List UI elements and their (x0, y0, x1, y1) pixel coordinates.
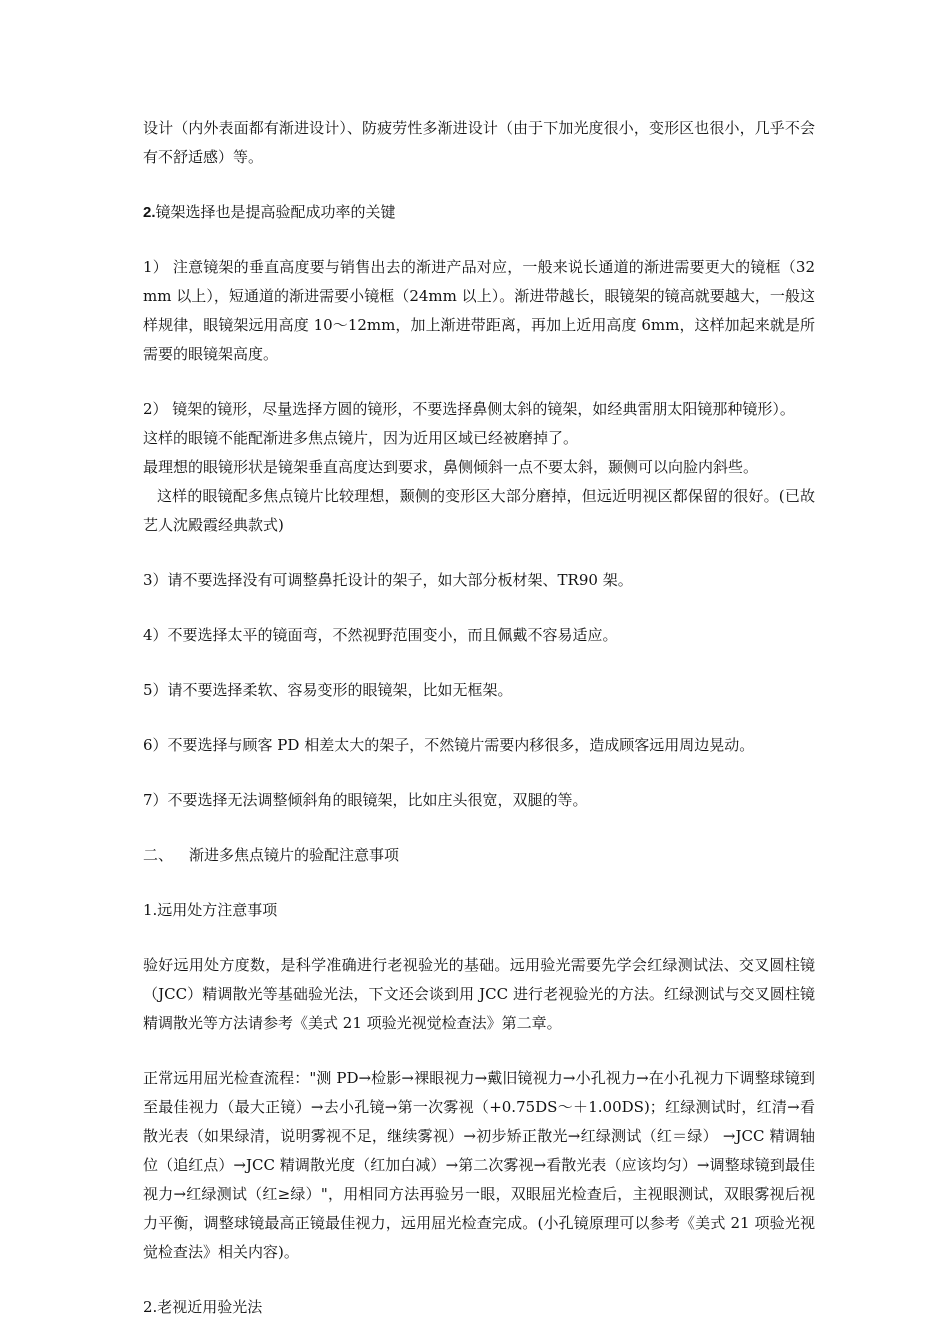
document-page (143, 114, 815, 1322)
paragraph-far-1: 验好远用处方度数，是科学准确进行老视验光的基础。远用验光需要先学会红绿测试法、交叉圆柱镜（JCC）精调散光等基础验光法，下文还会谈到用 JCC 进行老视验光的方法。红绿测试与交叉圆柱镜精调散光等方法请参考《美式 21 项验光视觉检查法》第二章。 (143, 956, 815, 1032)
paragraph-item-6: 6）不要选择与顾客 PD 相差太大的架子，不然镜片需要内移很多，造成顾客远用周边晃动。 (143, 736, 755, 754)
paragraph-intro: 设计（内外表面都有渐进设计）、防疲劳性多渐进设计（由于下加光度很小，变形区也很小，几乎不会有不舒适感）等。 (143, 119, 815, 166)
paragraph-item-4: 4）不要选择太平的镜面弯，不然视野范围变小，而且佩戴不容易适应。 (143, 626, 618, 644)
paragraph-item-2-note-c: 这样的眼镜配多焦点镜片比较理想，颞侧的变形区大部分磨掉，但远近明视区都保留的很好。(已故艺人沈殿霞经典款式) (143, 487, 815, 534)
heading-far-prescription: 1.远用处方注意事项 (143, 901, 278, 919)
paragraph-item-3: 3）请不要选择没有可调整鼻托设计的架子，如大部分板材架、TR90 架。 (143, 571, 633, 589)
section-heading-2 (143, 841, 815, 870)
section-title: 渐进多焦点镜片的验配注意事项 (189, 846, 400, 864)
paragraph-item-2-note-a: 这样的眼镜不能配渐进多焦点镜片，因为近用区域已经被磨掉了。 (143, 429, 579, 447)
heading-text: 镜架选择也是提高验配成功率的关键 (155, 203, 396, 221)
heading-frame-selection (143, 198, 815, 227)
heading-number: 2. (143, 204, 156, 221)
paragraph-item-2-note-b: 最理想的眼镜形状是镜架垂直高度达到要求，鼻侧倾斜一点不要太斜，颞侧可以向脸内斜些。 (143, 458, 759, 476)
paragraph-item-5: 5）请不要选择柔软、容易变形的眼镜架，比如无框架。 (143, 681, 513, 699)
paragraph-far-2: 正常远用屈光检查流程："测 PD→检影→裸眼视力→戴旧镜视力→小孔视力→在小孔视力下调整球镜到至最佳视力（最大正镜）→去小孔镜→第一次雾视（+0.75DS～＋1.00DS)；红绿测试时，红清→看散光表（如果绿清，说明雾视不足，继续雾视）→初步矫正散光→红绿测试（红＝绿） →JCC 精调轴位（追红点）→JCC 精调散光度（红加白减）→第二次雾视→看散光表（应该均匀）→调整球镜到最佳视力→红绿测试（红≥绿）"，用相同方法再验另一眼，双眼屈光检查后，主视眼测试，双眼雾视后视力平衡，调整球镜最高正镜最佳视力，远用屈光检查完成。(小孔镜原理可以参考《美式 21 项验光视觉检查法》相关内容)。 (143, 1069, 815, 1261)
paragraph-item-2: 2） 镜架的镜形，尽量选择方圆的镜形，不要选择鼻侧太斜的镜架，如经典雷朋太阳镜那种镜形）。 (143, 400, 795, 418)
paragraph-item-7: 7）不要选择无法调整倾斜角的眼镜架，比如庄头很宽，双腿的等。 (143, 791, 588, 809)
paragraph-item-1: 1） 注意镜架的垂直高度要与销售出去的渐进产品对应，一般来说长通道的渐进需要更大的镜框（32mm 以上），短通道的渐进需要小镜框（24mm 以上）。渐进带越长，眼镜架的镜高就要越大，一般这样规律，眼镜架远用高度 10～12mm，加上渐进带距离，再加上近用高度 6mm，这样加起来就是所需要的眼镜架高度。 (143, 258, 815, 363)
heading-near-refraction: 2.老视近用验光法 (143, 1298, 263, 1316)
section-number: 二、 (143, 846, 174, 864)
